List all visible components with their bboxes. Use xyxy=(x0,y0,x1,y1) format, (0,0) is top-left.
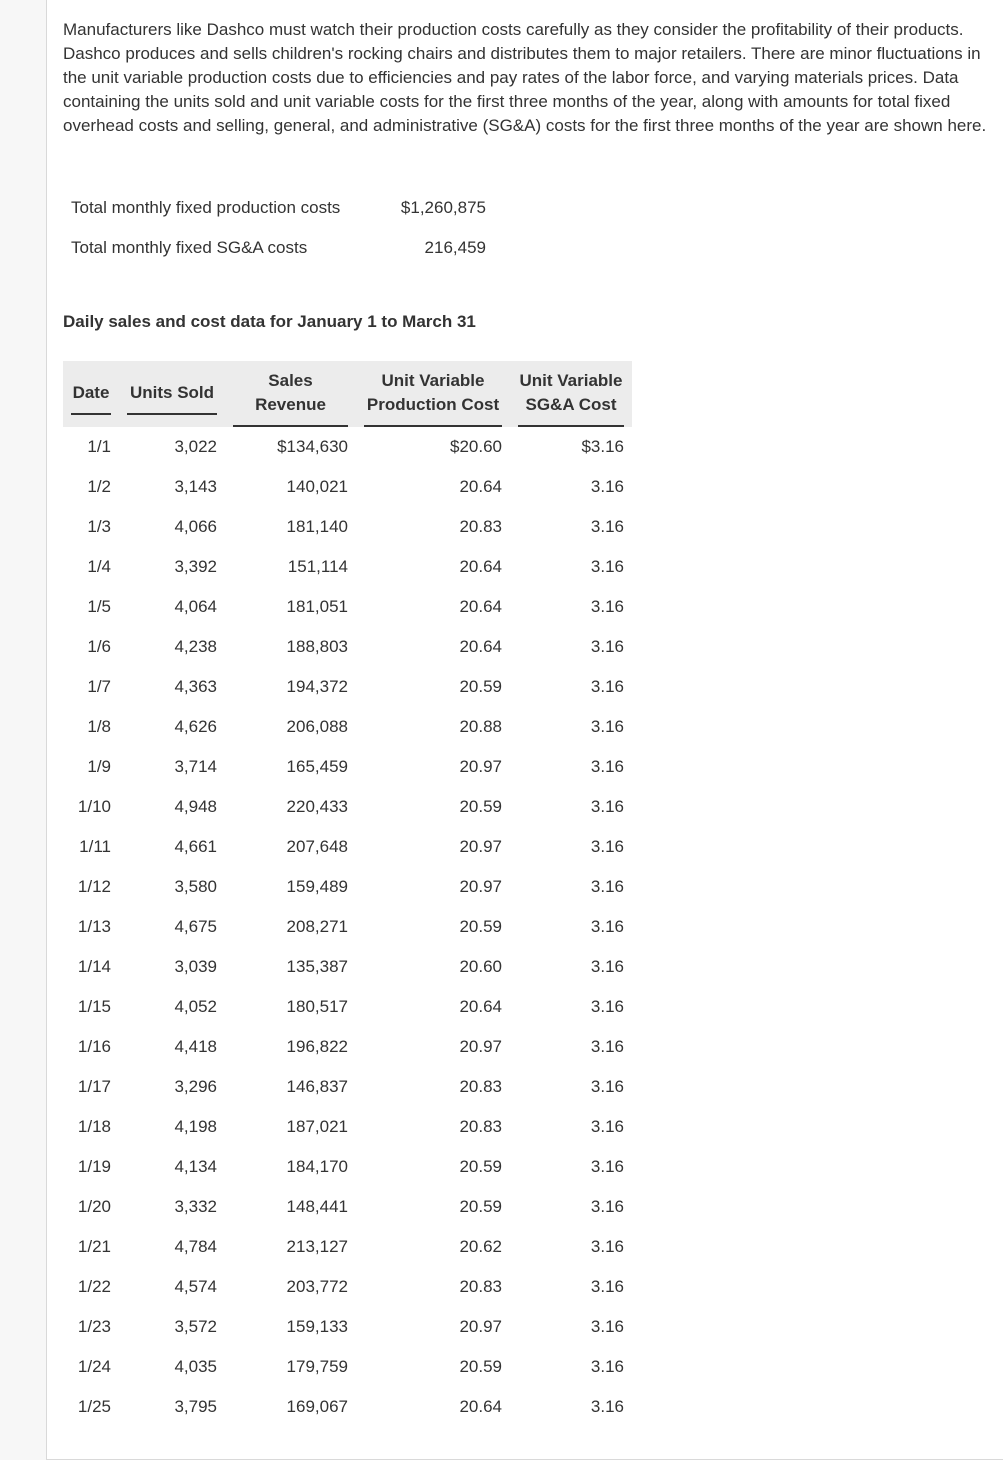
unit-sga-cost-cell: 3.16 xyxy=(590,1197,624,1216)
date-cell: 1/15 xyxy=(77,997,111,1016)
sales-revenue-cell: 207,648 xyxy=(286,837,348,856)
unit-production-cost-cell: 20.59 xyxy=(459,1197,502,1216)
units-sold-cell: 3,572 xyxy=(174,1317,217,1336)
date-cell: 1/6 xyxy=(87,637,111,656)
date-cell: 1/5 xyxy=(87,597,111,616)
units-sold-cell: 4,661 xyxy=(174,837,217,856)
sales-revenue-cell: 148,441 xyxy=(286,1197,348,1216)
header-unit-variable-production-cost xyxy=(356,361,510,427)
table-row xyxy=(63,1227,632,1267)
header-sales-revenue xyxy=(225,361,356,427)
sales-revenue-cell: 151,114 xyxy=(287,557,348,576)
intro-paragraph: Manufacturers like Dashco must watch their production costs carefully as they consider the profitability of their products. Dashco produces and sells children's rocking chairs and distributes them to major retailers. There are minor fluctuations in the unit variable production costs due to efficiencies and pay rates of the labor force, and varying materials prices. Data containing the units sold and unit variable costs for the first three months of the year, along with amounts for total fixed overhead costs and selling, general, and administrative (SG&A) costs for the first three months of the year are shown here. xyxy=(63,20,987,135)
date-cell: 1/9 xyxy=(87,757,111,776)
header-units-sold xyxy=(119,361,225,427)
units-sold-cell: 4,626 xyxy=(174,717,217,736)
date-cell: 1/11 xyxy=(79,837,111,856)
table-row xyxy=(63,1107,632,1147)
fixed-cost-label: Total monthly fixed SG&A costs xyxy=(71,238,308,257)
sales-revenue-cell: 169,067 xyxy=(286,1397,348,1416)
date-cell: 1/13 xyxy=(77,917,111,936)
date-cell: 1/23 xyxy=(77,1317,111,1336)
unit-sga-cost-cell: 3.16 xyxy=(590,957,624,976)
unit-production-cost-cell: 20.60 xyxy=(459,957,502,976)
unit-sga-cost-cell: 3.16 xyxy=(590,517,624,536)
table-row xyxy=(63,867,632,907)
units-sold-cell: 3,296 xyxy=(174,1077,217,1096)
sales-revenue-cell: 180,517 xyxy=(286,997,348,1016)
units-sold-cell: 3,580 xyxy=(174,877,217,896)
sales-revenue-cell: 159,489 xyxy=(286,877,348,896)
unit-sga-cost-cell: 3.16 xyxy=(590,1157,624,1176)
unit-production-cost-cell: 20.97 xyxy=(459,757,502,776)
fixed-cost-value: $1,260,875 xyxy=(400,198,486,217)
sales-revenue-cell: 146,837 xyxy=(286,1077,348,1096)
unit-sga-cost-cell: 3.16 xyxy=(590,1397,624,1416)
daily-data-table xyxy=(63,361,632,1427)
units-sold-cell: 4,134 xyxy=(174,1157,217,1176)
unit-sga-cost-cell: $3.16 xyxy=(581,437,624,456)
unit-sga-cost-cell: 3.16 xyxy=(590,837,624,856)
unit-production-cost-cell: 20.83 xyxy=(459,1117,502,1136)
sales-revenue-cell: 220,433 xyxy=(286,797,348,816)
unit-production-cost-cell: 20.64 xyxy=(459,997,502,1016)
sales-revenue-cell: 194,372 xyxy=(286,677,348,696)
unit-production-cost-cell: 20.83 xyxy=(459,517,502,536)
units-sold-cell: 3,143 xyxy=(174,477,217,496)
date-cell: 1/12 xyxy=(77,877,111,896)
date-cell: 1/14 xyxy=(77,957,111,976)
date-cell: 1/17 xyxy=(77,1077,111,1096)
unit-production-cost-cell: 20.62 xyxy=(459,1237,502,1256)
units-sold-cell: 4,675 xyxy=(174,917,217,936)
units-sold-cell: 4,066 xyxy=(174,517,217,536)
header-label: Units Sold xyxy=(127,373,217,415)
unit-production-cost-cell: 20.59 xyxy=(459,677,502,696)
date-cell: 1/2 xyxy=(87,477,111,496)
table-row xyxy=(63,987,632,1027)
date-cell: 1/18 xyxy=(77,1117,111,1136)
table-row xyxy=(63,827,632,867)
table-row xyxy=(63,747,632,787)
sales-revenue-cell: 196,822 xyxy=(286,1037,348,1056)
unit-production-cost-cell: 20.97 xyxy=(459,837,502,856)
header-label: Date xyxy=(71,373,111,415)
units-sold-cell: 4,418 xyxy=(174,1037,217,1056)
unit-sga-cost-cell: 3.16 xyxy=(590,717,624,736)
unit-production-cost-cell: 20.83 xyxy=(459,1277,502,1296)
table-row xyxy=(63,707,632,747)
sales-revenue-cell: 159,133 xyxy=(286,1317,348,1336)
table-row xyxy=(63,467,632,507)
units-sold-cell: 4,363 xyxy=(174,677,217,696)
date-cell: 1/10 xyxy=(77,797,111,816)
date-cell: 1/20 xyxy=(77,1197,111,1216)
unit-sga-cost-cell: 3.16 xyxy=(590,557,624,576)
unit-production-cost-cell: 20.64 xyxy=(459,637,502,656)
unit-sga-cost-cell: 3.16 xyxy=(590,917,624,936)
date-cell: 1/8 xyxy=(87,717,111,736)
unit-sga-cost-cell: 3.16 xyxy=(590,1037,624,1056)
units-sold-cell: 4,574 xyxy=(174,1277,217,1296)
table-row xyxy=(63,1187,632,1227)
sales-revenue-cell: 213,127 xyxy=(286,1237,348,1256)
date-cell: 1/25 xyxy=(77,1397,111,1416)
unit-sga-cost-cell: 3.16 xyxy=(590,1237,624,1256)
table-row xyxy=(63,1387,632,1427)
section-title: Daily sales and cost data for January 1 to March 31 xyxy=(63,312,476,331)
sales-revenue-cell: 187,021 xyxy=(286,1117,348,1136)
sales-revenue-cell: 165,459 xyxy=(286,757,348,776)
unit-production-cost-cell: 20.59 xyxy=(459,797,502,816)
unit-production-cost-cell: 20.83 xyxy=(459,1077,502,1096)
unit-sga-cost-cell: 3.16 xyxy=(590,597,624,616)
fixed-cost-row xyxy=(63,228,486,268)
table-row xyxy=(63,787,632,827)
date-cell: 1/4 xyxy=(87,557,111,576)
header-label: Unit Variable SG&A Cost xyxy=(518,361,624,427)
units-sold-cell: 4,948 xyxy=(174,797,217,816)
unit-production-cost-cell: $20.60 xyxy=(450,437,502,456)
unit-production-cost-cell: 20.64 xyxy=(459,477,502,496)
sales-revenue-cell: 188,803 xyxy=(286,637,348,656)
unit-sga-cost-cell: 3.16 xyxy=(590,757,624,776)
table-row xyxy=(63,907,632,947)
header-label: Sales Revenue xyxy=(233,361,348,427)
unit-sga-cost-cell: 3.16 xyxy=(590,797,624,816)
unit-sga-cost-cell: 3.16 xyxy=(590,1117,624,1136)
table-row xyxy=(63,947,632,987)
unit-sga-cost-cell: 3.16 xyxy=(590,637,624,656)
table-row xyxy=(63,1147,632,1187)
content-panel xyxy=(46,0,1003,1460)
unit-production-cost-cell: 20.64 xyxy=(459,1397,502,1416)
sales-revenue-cell: 208,271 xyxy=(286,917,348,936)
sales-revenue-cell: 181,051 xyxy=(286,597,348,616)
unit-production-cost-cell: 20.88 xyxy=(459,717,502,736)
table-row xyxy=(63,1347,632,1387)
sales-revenue-cell: 203,772 xyxy=(286,1277,348,1296)
unit-production-cost-cell: 20.59 xyxy=(459,917,502,936)
unit-production-cost-cell: 20.64 xyxy=(459,597,502,616)
units-sold-cell: 4,064 xyxy=(174,597,217,616)
date-cell: 1/19 xyxy=(77,1157,111,1176)
table-row xyxy=(63,507,632,547)
date-cell: 1/7 xyxy=(87,677,111,696)
units-sold-cell: 3,714 xyxy=(174,757,217,776)
units-sold-cell: 4,052 xyxy=(174,997,217,1016)
header-label: Unit Variable Production Cost xyxy=(364,361,502,427)
date-cell: 1/16 xyxy=(77,1037,111,1056)
table-row xyxy=(63,427,632,467)
table-row xyxy=(63,547,632,587)
fixed-cost-label: Total monthly fixed production costs xyxy=(71,198,341,217)
sales-revenue-cell: 135,387 xyxy=(286,957,348,976)
sales-revenue-cell: 206,088 xyxy=(286,717,348,736)
table-row xyxy=(63,1307,632,1347)
units-sold-cell: 3,039 xyxy=(174,957,217,976)
units-sold-cell: 4,198 xyxy=(174,1117,217,1136)
table-row xyxy=(63,627,632,667)
units-sold-cell: 3,022 xyxy=(174,437,217,456)
unit-sga-cost-cell: 3.16 xyxy=(590,1277,624,1296)
sales-revenue-cell: $134,630 xyxy=(277,437,348,456)
header-unit-variable-sga-cost xyxy=(510,361,632,427)
sales-revenue-cell: 181,140 xyxy=(286,517,348,536)
fixed-cost-value: 216,459 xyxy=(424,238,486,257)
unit-production-cost-cell: 20.97 xyxy=(459,877,502,896)
units-sold-cell: 3,392 xyxy=(174,557,217,576)
date-cell: 1/21 xyxy=(77,1237,111,1256)
unit-production-cost-cell: 20.59 xyxy=(459,1157,502,1176)
unit-production-cost-cell: 20.97 xyxy=(459,1037,502,1056)
units-sold-cell: 4,784 xyxy=(174,1237,217,1256)
unit-production-cost-cell: 20.59 xyxy=(459,1357,502,1376)
unit-production-cost-cell: 20.64 xyxy=(459,557,502,576)
date-cell: 1/3 xyxy=(87,517,111,536)
unit-sga-cost-cell: 3.16 xyxy=(590,1077,624,1096)
date-cell: 1/22 xyxy=(77,1277,111,1296)
units-sold-cell: 3,332 xyxy=(174,1197,217,1216)
date-cell: 1/24 xyxy=(77,1357,111,1376)
table-header-row xyxy=(63,361,632,427)
units-sold-cell: 4,035 xyxy=(174,1357,217,1376)
unit-sga-cost-cell: 3.16 xyxy=(590,477,624,496)
sales-revenue-cell: 179,759 xyxy=(286,1357,348,1376)
date-cell: 1/1 xyxy=(87,437,111,456)
unit-sga-cost-cell: 3.16 xyxy=(590,1357,624,1376)
sales-revenue-cell: 184,170 xyxy=(286,1157,348,1176)
header-date xyxy=(63,361,119,427)
table-row xyxy=(63,1027,632,1067)
unit-production-cost-cell: 20.97 xyxy=(459,1317,502,1336)
table-row xyxy=(63,587,632,627)
unit-sga-cost-cell: 3.16 xyxy=(590,877,624,896)
table-row xyxy=(63,667,632,707)
unit-sga-cost-cell: 3.16 xyxy=(590,677,624,696)
units-sold-cell: 3,795 xyxy=(174,1397,217,1416)
units-sold-cell: 4,238 xyxy=(174,637,217,656)
table-row xyxy=(63,1267,632,1307)
unit-sga-cost-cell: 3.16 xyxy=(590,997,624,1016)
unit-sga-cost-cell: 3.16 xyxy=(590,1317,624,1336)
sales-revenue-cell: 140,021 xyxy=(286,477,348,496)
table-row xyxy=(63,1067,632,1107)
fixed-cost-row xyxy=(63,188,486,228)
fixed-costs-table xyxy=(63,188,486,268)
